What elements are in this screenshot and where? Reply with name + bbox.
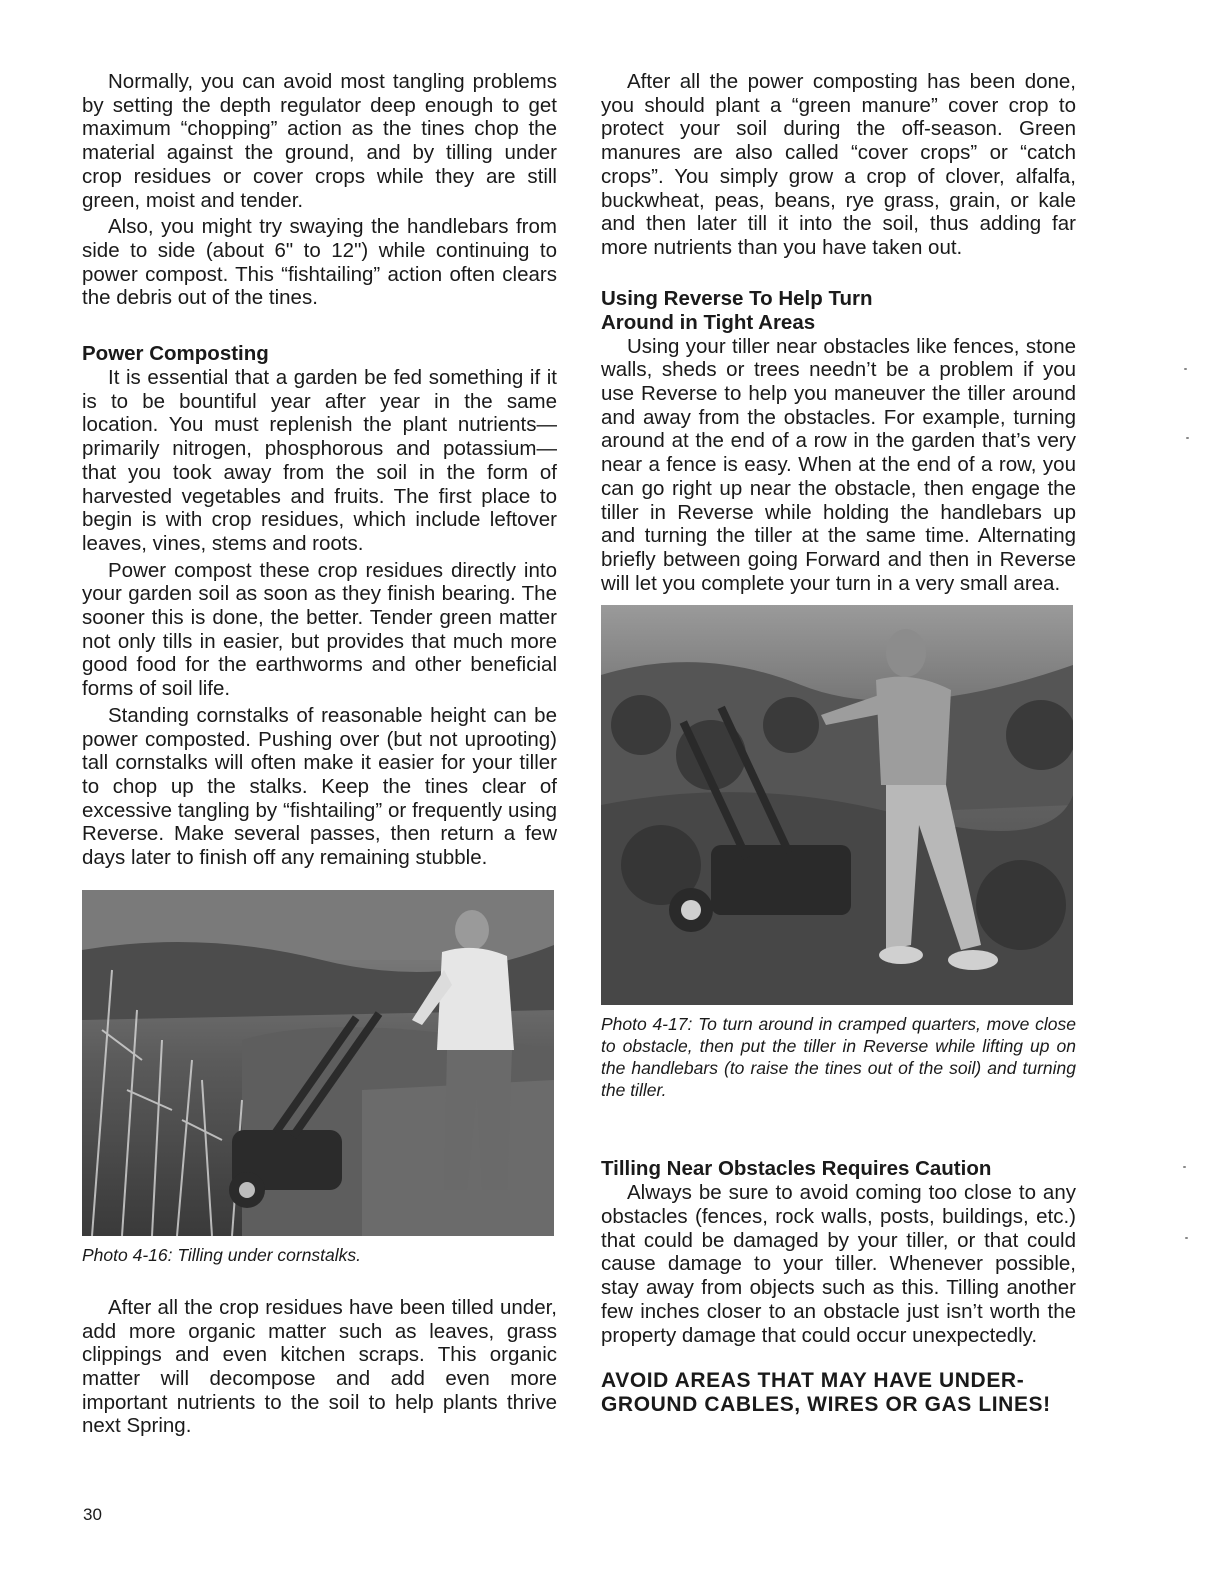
scan-speck (1185, 1237, 1188, 1239)
warning-underground-lines: AVOID AREAS THAT MAY HAVE UNDERGROUND CABLES, WIRES OR GAS LINES! (601, 1369, 1051, 1417)
heading-using-reverse-line2: Around in Tight Areas (601, 310, 816, 334)
paragraph-cornstalks: Standing cornstalks of reasonable height can be power composted. Pushing over (but not uprooting) tall cornstalks will often make it easier for your tiller to chop up the stalks. Keep the tines clear of excessive tangling by “fishtailing” or frequently using Reverse. Make several passes, then return a few days later to finish off any remaining stubble. (82, 703, 557, 870)
photo-tilling-cornstalks (82, 890, 554, 1236)
heading-power-composting: Power Composting (82, 342, 269, 366)
scan-speck (1184, 368, 1187, 370)
caption-photo-4-17: Photo 4-17: To turn around in cramped quarters, move close to obstacle, then put the tiller in Reverse while lifting up on the handlebars (to raise the tines out of the soil) and turning the tiller. (601, 1014, 1076, 1101)
left-column (82, 70, 557, 1441)
paragraph-tangling: Normally, you can avoid most tangling problems by setting the depth regulator deep enough to get maximum “chopping” action as the tines chop the material against the ground, and by tilling under crop residues or cover crops while they are still green, moist and tender. (82, 70, 557, 212)
paragraph-green-manure: After all the power composting has been done, you should plant a “green manure” cover crop to protect your soil during the off-season. Green manures are also called “cover crops” or “catch crops”. You simply grow a crop of clover, alfalfa, buckwheat, peas, beans, rye grass, grain, or kale and then later till it into the soil, thus adding far more nutrients than you have taken out. (601, 70, 1076, 259)
heading-using-reverse (601, 287, 1076, 335)
paragraph-crop-residues: Power compost these crop residues directly into your garden soil as soon as they finish bearing. The sooner this is done, the better. Tender green matter not only tills in easier, but provides that much more good food for the earthworms and other beneficial forms of soil life. (82, 558, 557, 701)
caption-photo-4-16: Photo 4-16: Tilling under cornstalks. (82, 1244, 362, 1265)
paragraph-caution: Always be sure to avoid coming too close to any obstacles (fences, rock walls, posts, buildings, etc.) that could be damaged by your tiller, or that could cause damage to your tiller. Whenever possible, stay away from objects such as this. Tilling another few inches closer to an obstacle just isn’t worth the property damage that could occur unexpectedly. (601, 1181, 1076, 1347)
heading-tilling-caution: Tilling Near Obstacles Requires Caution (601, 1157, 992, 1181)
scan-speck (1183, 1166, 1186, 1168)
paragraph-reverse: Using your tiller near obstacles like fences, stone walls, sheds or trees needn’t be a problem if you use Reverse to help you maneuver the tiller around and away from the obstacles. For example, turning around at the end of a row in the garden that’s very near a fence is easy. When at the end of a row, you can go right up near the obstacle, then engage the tiller in Reverse while holding the handlebars up and turning the tiller at the same time. Alternating briefly between going Forward and then in Reverse will let you complete your turn in a very small area. (601, 334, 1076, 595)
right-column (601, 70, 1076, 1417)
paragraph-organic-matter: After all the crop residues have been tilled under, add more organic matter such as leaves, grass clippings and even kitchen scraps. This organic matter will decompose and add even more important nutrients to the soil to help plants thrive next Spring. (82, 1295, 557, 1438)
photo-reverse-turn (601, 605, 1073, 1005)
paragraph-fishtailing: Also, you might try swaying the handlebars from side to side (about 6" to 12") while continuing to power compost. This “fishtailing” action often clears the debris out of the tines. (82, 215, 557, 310)
paragraph-feed-garden: It is essential that a garden be fed something if it is to be bountiful year after year in the same location. You must replenish the plant nutrients— primarily nitrogen, phosphorous and potassium— that you took away from the soil in the form of harvested vegetables and fruits. The first place to begin is with crop residues, which include leftover leaves, vines, stems and roots. (82, 366, 557, 555)
heading-using-reverse-line1: Using Reverse To Help Turn (601, 286, 873, 310)
page-number: 30 (83, 1505, 102, 1524)
scan-speck (1186, 437, 1189, 439)
